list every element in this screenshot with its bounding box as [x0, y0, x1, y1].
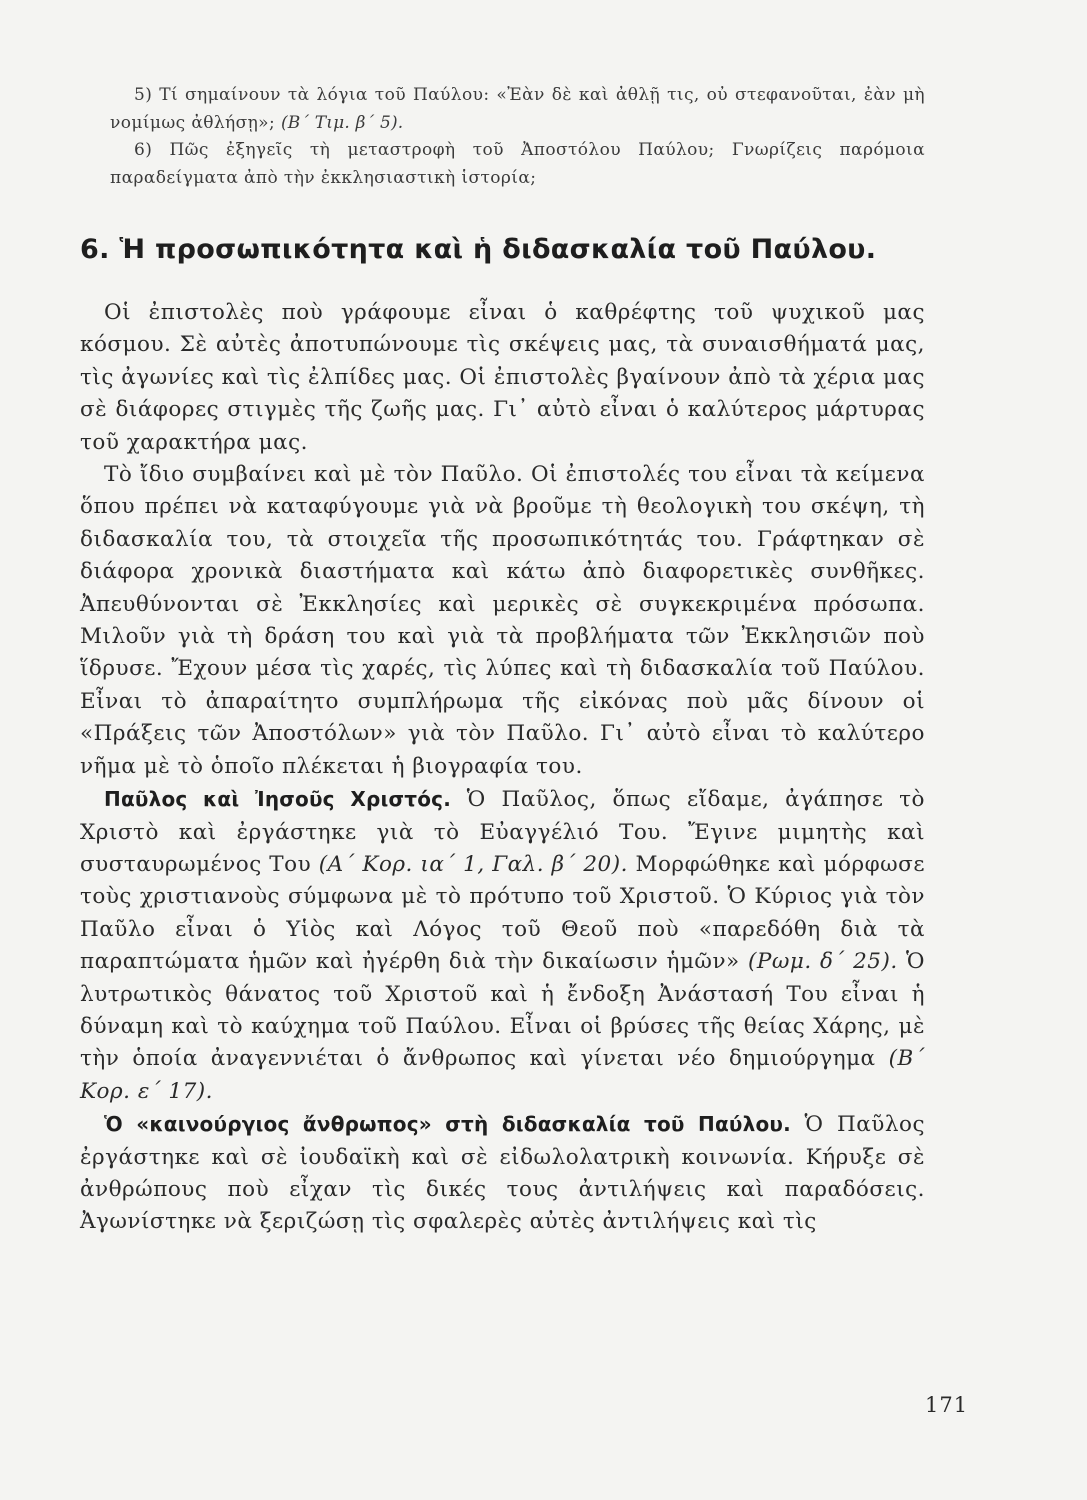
paragraph-text: Ὁ Παῦλος, ὅπως εἴδαμε, ἀγάπησε τὸ Χριστὸ καὶ ἐργάστηκε γιὰ τὸ Εὐαγγέλιό Του. Ἔγινε μιμητὴς καὶ συσταυρωμένος Του — [80, 787, 925, 877]
paragraph-paul-and-christ — [80, 783, 925, 1108]
paragraph-new-man — [80, 1108, 925, 1239]
paragraph-text: Ὁ Παῦλος ἐργάστηκε καὶ σὲ ἰουδαϊκὴ καὶ σὲ εἰδωλολατρικὴ κοινωνία. Κήρυξε σὲ ἀνθρώπους ποὺ εἶχαν τὶς δικές τους ἀντιλήψεις καὶ παραδόσεις. Ἀγωνίστηκε νὰ ξεριζώσῃ τὶς σφαλερὲς αὐτὲς ἀντιλήψεις καὶ τὶς — [80, 1112, 925, 1235]
question-5-reference: (Β΄ Τιμ. β΄ 5). — [280, 112, 404, 133]
scripture-reference: (Β΄ Κορ. ε΄ 17). — [80, 1046, 925, 1104]
paragraph-text: Μορφώθηκε καὶ μόρφωσε τοὺς χριστιανοὺς σύμφωνα μὲ τὸ πρότυπο τοῦ Χριστοῦ. Ὁ Κύριος γιὰ τὸν Παῦλο εἶναι ὁ Υἱὸς καὶ Λόγος τοῦ Θεοῦ ποὺ «παρεδόθη διὰ τὰ παραπτώματα ἡμῶν καὶ ἠγέρθη διὰ τὴν δικαίωσιν ἡμῶν» — [80, 851, 925, 975]
question-5 — [80, 82, 925, 137]
page-number: 171 — [925, 1393, 969, 1417]
paragraph-text: Ὁ λυτρωτικὸς θάνατος τοῦ Χριστοῦ καὶ ἡ ἔνδοξη Ἀνάστασή Του εἶναι ἡ δύναμη καὶ τὸ καύχημα τοῦ Παύλου. Εἶναι οἱ βρύσες τῆς θείας Χάρης, μὲ τὴν ὁποία ἀναγεννιέται ὁ ἄνθρωπος καὶ γίνεται νέο δημιούργημα — [80, 949, 925, 1072]
section-heading: 6. Ἡ προσωπικότητα καὶ ἡ διδασκαλία τοῦ Παύλου. — [80, 234, 877, 265]
review-questions — [80, 82, 925, 192]
subheading-paul-and-christ: Παῦλος καὶ Ἰησοῦς Χριστός. — [104, 787, 451, 812]
question-6: 6) Πῶς ἐξηγεῖς τὴ μεταστροφὴ τοῦ Ἀποστόλου Παύλου; Γνωρίζεις παρόμοια παραδείγματα ἀπὸ τὴν ἐκκλησιαστικὴ ἱστορία; — [110, 140, 925, 188]
page-content — [80, 82, 925, 1239]
question-5-text: 5) Τί σημαίνουν τὰ λόγια τοῦ Παύλου: «Ἐὰν δὲ καὶ ἀθλῇ τις, οὐ στεφανοῦται, ἐὰν μὴ νομίμως ἀθλήσῃ»; — [110, 85, 925, 133]
scripture-reference: (Α΄ Κορ. ια΄ 1, Γαλ. β΄ 20). — [318, 851, 628, 877]
paragraph-letters: Οἱ ἐπιστολὲς ποὺ γράφουμε εἶναι ὁ καθρέφτης τοῦ ψυχικοῦ μας κόσμου. Σὲ αὐτὲς ἀποτυπώνουμε τὶς σκέψεις μας, τὰ συναισθήματά μας, τὶς ἀγωνίες καὶ τὶς ἐλπίδες μας. Οἱ ἐπιστολὲς βγαίνουν ἀπὸ τὰ χέρια μας σὲ διάφορες στιγμὲς τῆς ζωῆς μας. Γι᾽ αὐτὸ εἶναι ὁ καλύτερος μάρτυρας τοῦ χαρακτήρα μας. — [80, 300, 925, 455]
scripture-reference: (Ρωμ. δ΄ 25). — [748, 949, 898, 975]
subheading-new-man: Ὁ «καινούργιος ἄνθρωπος» στὴ διδασκαλία τοῦ Παύλου. — [104, 1112, 791, 1137]
paragraph-paul-letters: Τὸ ἴδιο συμβαίνει καὶ μὲ τὸν Παῦλο. Οἱ ἐπιστολές του εἶναι τὰ κείμενα ὅπου πρέπει νὰ καταφύγουμε γιὰ νὰ βροῦμε τὴ θεολογικὴ του σκέψη, τὴ διδασκαλία του, τὰ στοιχεῖα τῆς προσωπικότητάς του. Γράφτηκαν σὲ διάφορα χρονικὰ διαστήματα καὶ κάτω ἀπὸ διαφορετικὲς συνθῆκες. Ἀπευθύνονται σὲ Ἐκκλησίες καὶ μερικὲς σὲ συγκεκριμένα πρόσωπα. Μιλοῦν γιὰ τὴ δράση του καὶ γιὰ τὰ προβλήματα τῶν Ἐκκλησιῶν ποὺ ἵδρυσε. Ἔχουν μέσα τὶς χαρές, τὶς λύπες καὶ τὴ διδασκαλία τοῦ Παύλου. Εἶναι τὸ ἀπαραίτητο συμπλήρωμα τῆς εἰκόνας ποὺ μᾶς δίνουν οἱ «Πράξεις τῶν Ἀποστόλων» γιὰ τὸν Παῦλο. Γι᾽ αὐτὸ εἶναι τὸ καλύτερο νῆμα μὲ τὸ ὁποῖο πλέκεται ἡ βιογραφία του. — [80, 462, 925, 779]
